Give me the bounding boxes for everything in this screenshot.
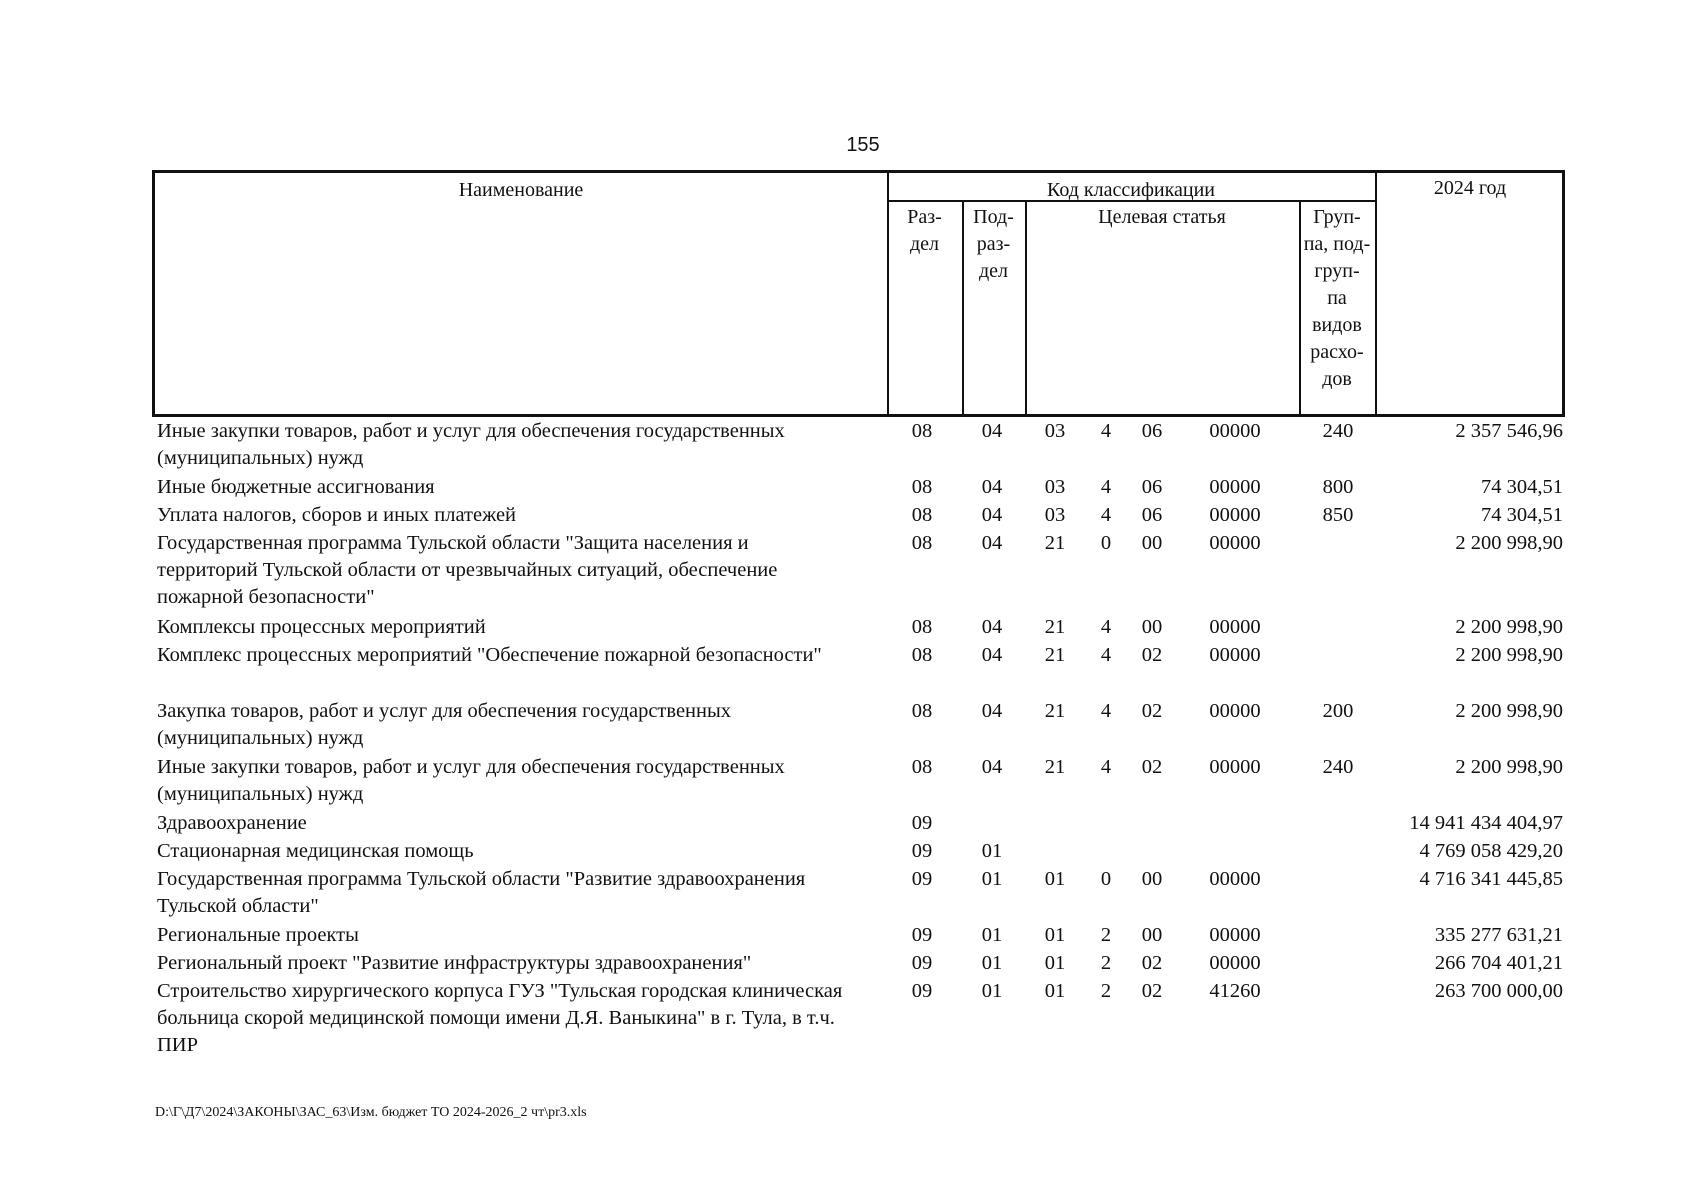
row-target-program: 01 [1044,868,1066,890]
row-podrazdel: 04 [981,644,1003,666]
row-target-direction: 00000 [1209,924,1261,946]
row-vr: 800 [1322,476,1354,498]
row-target-type: 4 [1100,644,1112,666]
row-target-direction: 00000 [1209,952,1261,974]
row-target-program: 21 [1044,756,1066,778]
row-name: Стационарная медицинская помощь [157,840,474,862]
row-target-type: 4 [1100,616,1112,638]
row-target-program: 21 [1044,644,1066,666]
row-name: Строительство хирургического корпуса ГУЗ "Тульская городская клиническая больница скорой медицинской помощи имени Д.Я. Ваныкина" в г. Тула, в т.ч. ПИР [157,980,843,1056]
row-razdel: 08 [911,420,933,442]
row-podrazdel: 04 [981,616,1003,638]
row-razdel: 08 [911,644,933,666]
row-target-direction: 00000 [1209,756,1261,778]
row-vr: 240 [1322,420,1354,442]
header-razdel: Раз- дел [907,206,942,255]
row-amount: 263 700 000,00 [1434,980,1563,1002]
row-name: Иные бюджетные ассигнования [157,476,435,498]
header-year: 2024 год [1433,177,1507,199]
row-name: Комплексы процессных мероприятий [157,616,486,638]
row-target-program: 21 [1044,700,1066,722]
row-target-event: 06 [1141,504,1163,526]
row-target-event: 02 [1141,756,1163,778]
row-podrazdel: 04 [981,700,1003,722]
page-number: 155 [846,134,880,156]
row-name: Уплата налогов, сборов и иных платежей [157,504,517,526]
row-razdel: 08 [911,532,933,554]
row-target-type: 4 [1100,756,1112,778]
row-razdel: 09 [911,868,933,890]
row-target-type: 4 [1100,476,1112,498]
row-name: Государственная программа Тульской области "Защита населения и территорий Тульской области от чрезвычайных ситуаций, обеспечение пожарной безопасности" [157,532,778,608]
row-name: Региональный проект "Развитие инфраструктуры здравоохранения" [157,952,752,974]
row-target-type: 0 [1100,868,1112,890]
row-target-type: 4 [1100,420,1112,442]
row-target-program: 21 [1044,532,1066,554]
row-razdel: 09 [911,812,933,834]
row-target-event: 02 [1141,980,1163,1002]
row-amount: 2 200 998,90 [1455,532,1563,554]
row-target-program: 01 [1044,924,1066,946]
row-razdel: 09 [911,952,933,974]
row-amount: 335 277 631,21 [1434,924,1563,946]
row-amount: 2 200 998,90 [1455,644,1563,666]
row-target-type: 0 [1100,532,1112,554]
row-target-direction: 00000 [1209,616,1261,638]
row-amount: 74 304,51 [1481,504,1563,526]
row-amount: 266 704 401,21 [1434,952,1563,974]
row-name: Закупка товаров, работ и услуг для обеспечения государственных (муниципальных) нужд [157,700,732,749]
row-target-program: 03 [1044,476,1066,498]
row-target-direction: 00000 [1209,700,1261,722]
row-podrazdel: 01 [981,868,1003,890]
row-target-event: 02 [1141,644,1163,666]
row-name: Здравоохранение [157,812,307,834]
row-target-program: 01 [1044,980,1066,1002]
row-vr: 850 [1322,504,1354,526]
header-code: Код классификации [1046,179,1216,201]
row-amount: 74 304,51 [1481,476,1563,498]
row-podrazdel: 04 [981,476,1003,498]
row-podrazdel: 04 [981,504,1003,526]
row-target-event: 00 [1141,616,1163,638]
row-podrazdel: 04 [981,756,1003,778]
row-target-event: 06 [1141,476,1163,498]
row-razdel: 09 [911,840,933,862]
row-podrazdel: 01 [981,952,1003,974]
row-target-event: 00 [1141,924,1163,946]
row-razdel: 09 [911,924,933,946]
row-target-event: 02 [1141,952,1163,974]
row-target-type: 2 [1100,952,1112,974]
row-target-event: 06 [1141,420,1163,442]
row-target-type: 4 [1100,504,1112,526]
row-amount: 2 200 998,90 [1455,756,1563,778]
row-amount: 14 941 434 404,97 [1409,812,1563,834]
row-name: Иные закупки товаров, работ и услуг для обеспечения государственных (муниципальных) нужд [157,420,785,469]
row-name: Государственная программа Тульской области "Развитие здравоохранения Тульской области" [157,868,806,917]
footer-file-path: D:\Г\Д7\2024\ЗАКОНЫ\ЗАС_63\Изм. бюджет ТО 2024-2026_2 чт\pr3.xls [155,1105,587,1120]
row-target-program: 03 [1044,420,1066,442]
row-target-event: 00 [1141,532,1163,554]
row-podrazdel: 04 [981,532,1003,554]
row-razdel: 08 [911,476,933,498]
row-target-direction: 41260 [1209,980,1261,1002]
row-target-direction: 00000 [1209,504,1261,526]
row-target-type: 2 [1100,980,1112,1002]
row-target-type: 2 [1100,924,1112,946]
header-podrazdel: Под- раз- дел [973,206,1014,282]
row-amount: 2 200 998,90 [1455,616,1563,638]
row-name: Региональные проекты [157,924,359,946]
row-podrazdel: 01 [981,924,1003,946]
row-target-program: 21 [1044,616,1066,638]
row-target-event: 02 [1141,700,1163,722]
row-vr: 200 [1322,700,1354,722]
row-target-event: 00 [1141,868,1163,890]
header-name: Наименование [458,179,584,201]
row-target-direction: 00000 [1209,868,1261,890]
row-podrazdel: 01 [981,980,1003,1002]
header-target: Целевая статья [1098,206,1226,228]
row-vr: 240 [1322,756,1354,778]
row-name: Иные закупки товаров, работ и услуг для обеспечения государственных (муниципальных) нужд [157,756,785,805]
row-target-direction: 00000 [1209,644,1261,666]
row-target-direction: 00000 [1209,532,1261,554]
row-razdel: 09 [911,980,933,1002]
row-target-direction: 00000 [1209,476,1261,498]
row-razdel: 08 [911,756,933,778]
header-vr: Груп- па, под- груп- па видов расхо- дов [1303,206,1371,390]
row-target-direction: 00000 [1209,420,1261,442]
row-razdel: 08 [911,616,933,638]
row-podrazdel: 01 [981,840,1003,862]
row-podrazdel: 04 [981,420,1003,442]
row-razdel: 08 [911,700,933,722]
row-razdel: 08 [911,504,933,526]
row-name: Комплекс процессных мероприятий "Обеспечение пожарной безопасности" [157,644,822,666]
row-amount: 2 357 546,96 [1455,420,1563,442]
row-target-program: 03 [1044,504,1066,526]
row-target-type: 4 [1100,700,1112,722]
row-amount: 2 200 998,90 [1455,700,1563,722]
row-amount: 4 769 058 429,20 [1419,840,1563,862]
row-amount: 4 716 341 445,85 [1419,868,1563,890]
row-target-program: 01 [1044,952,1066,974]
